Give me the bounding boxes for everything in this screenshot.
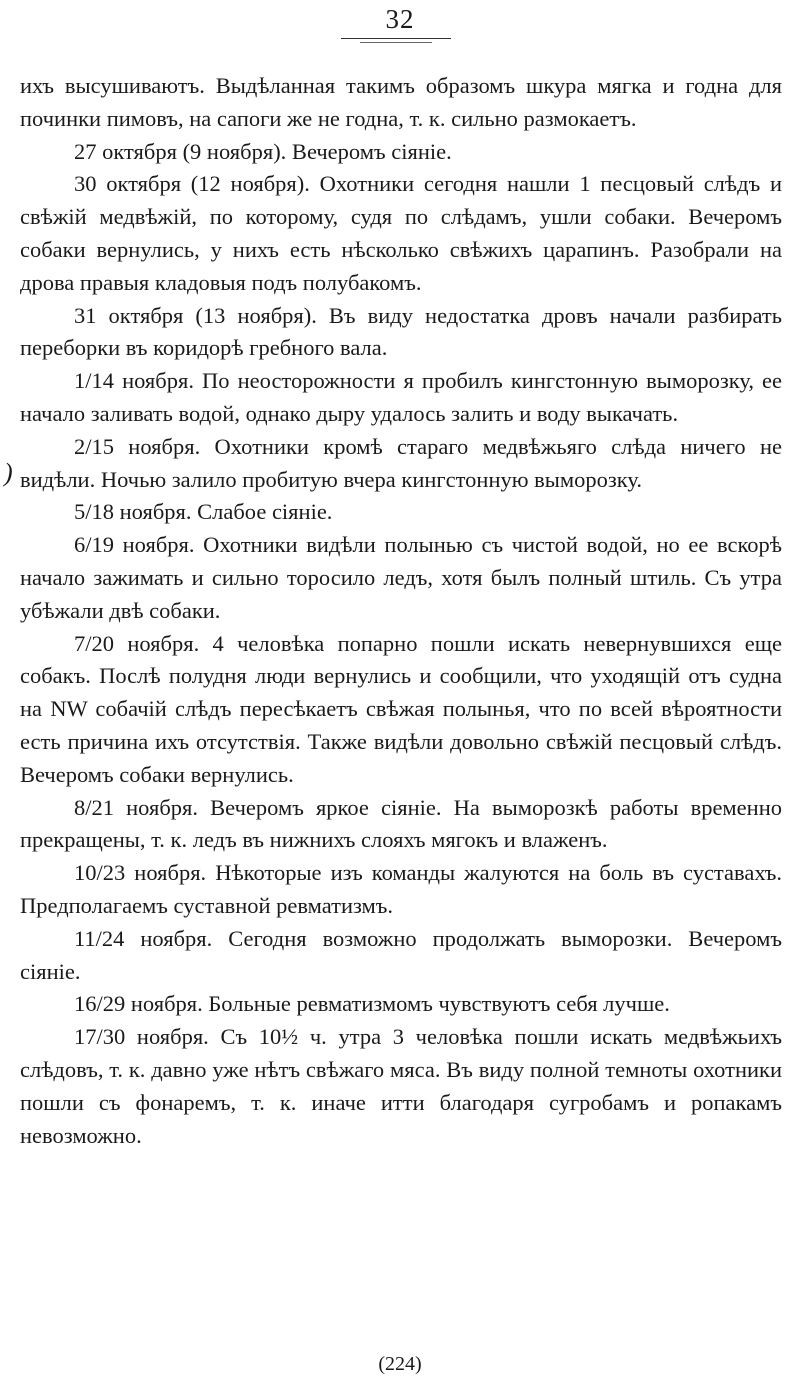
diary-entry-16-29-november: 16/29 ноября. Больные ревматизмомъ чувствуютъ себя лучше. [74, 991, 670, 1017]
paragraph-continuation: ихъ высушиваютъ. Выдѣланная такимъ образомъ шкура мягка и годна для починки пимовъ, на сапоги же не годна, т. к. сильно размокаетъ. [20, 73, 782, 131]
margin-mark: ) [4, 458, 13, 487]
body-text [20, 70, 782, 1152]
diary-entry-5-18-november: 5/18 ноября. Слабое сіяніе. [74, 499, 333, 525]
diary-entry-6-19-november: 6/19 ноября. Охотники видѣли полынью съ чистой водой, но ее вскорѣ начало зажимать и сильно торосило ледъ, хотя былъ полный штиль. Съ утра убѣжали двѣ собаки. [20, 532, 782, 623]
diary-entry-27-october: 27 октября (9 ноября). Вечеромъ сіяніе. [74, 138, 452, 164]
diary-entry-11-24-november: 11/24 ноября. Сегодня возможно продолжать выморозки. Вечеромъ сіяніе. [20, 925, 782, 984]
diary-entry-1-14-november: 1/14 ноября. По неосторожности я пробилъ кингстонную выморозку, ее начало заливать водой, однако дыру удалось залить и воду выкачать. [20, 368, 782, 426]
diary-entry-8-21-november: 8/21 ноября. Вечеромъ яркое сіяніе. На выморозкѣ работы временно прекращены, т. к. ледъ въ нижнихъ слояхъ мягокъ и влаженъ. [20, 794, 782, 853]
header-rule-secondary [360, 42, 432, 43]
page-number: 32 [385, 4, 415, 34]
diary-entry-7-20-november: 7/20 ноября. 4 человѣка попарно пошли искать невернувшихся еще собакъ. Послѣ полудня люди вернулись и сообщили, что уходящій отъ судна на NW собачій слѣдъ пересѣкаетъ свѣжая полынья, что по всей вѣроятности есть причина ихъ отсутствія. Также видѣли довольно свѣжій песцовый слѣдъ. Вечеромъ собаки вернулись. [20, 630, 782, 787]
header-rule [341, 38, 451, 39]
diary-entry-17-30-november: 17/30 ноября. Съ 10½ ч. утра 3 человѣка пошли искать медвѣжьихъ слѣдовъ, т. к. давно уже нѣтъ свѣжаго мяса. Въ виду полной темноты охотники пошли съ фонаремъ, т. к. иначе итти благодаря сугробамъ и ропакамъ невозможно. [20, 1024, 782, 1148]
diary-entry-2-15-november: 2/15 ноября. Охотники кромѣ стараго медвѣжьяго слѣда ничего не видѣли. Ночью залило пробитую вчера кингстонную выморозку. [20, 433, 782, 492]
footer-page-number: (224) [378, 1353, 422, 1375]
diary-entry-30-october: 30 октября (12 ноября). Охотники сегодня нашли 1 песцовый слѣдъ и свѣжій медвѣжій, по которому, судя по слѣдамъ, ушли собаки. Вечеромъ собаки вернулись, у нихъ есть нѣсколько свѣжихъ царапинъ. Разобрали на дрова правыя кладовыя подъ полубакомъ. [20, 171, 782, 295]
diary-entry-31-october: 31 октября (13 ноября). Въ виду недостатка дровъ начали разбирать переборки въ коридорѣ гребного вала. [20, 302, 782, 361]
diary-entry-10-23-november: 10/23 ноября. Нѣкоторые изъ команды жалуются на боль въ суставахъ. Предполагаемъ суставной ревматизмъ. [20, 860, 782, 918]
